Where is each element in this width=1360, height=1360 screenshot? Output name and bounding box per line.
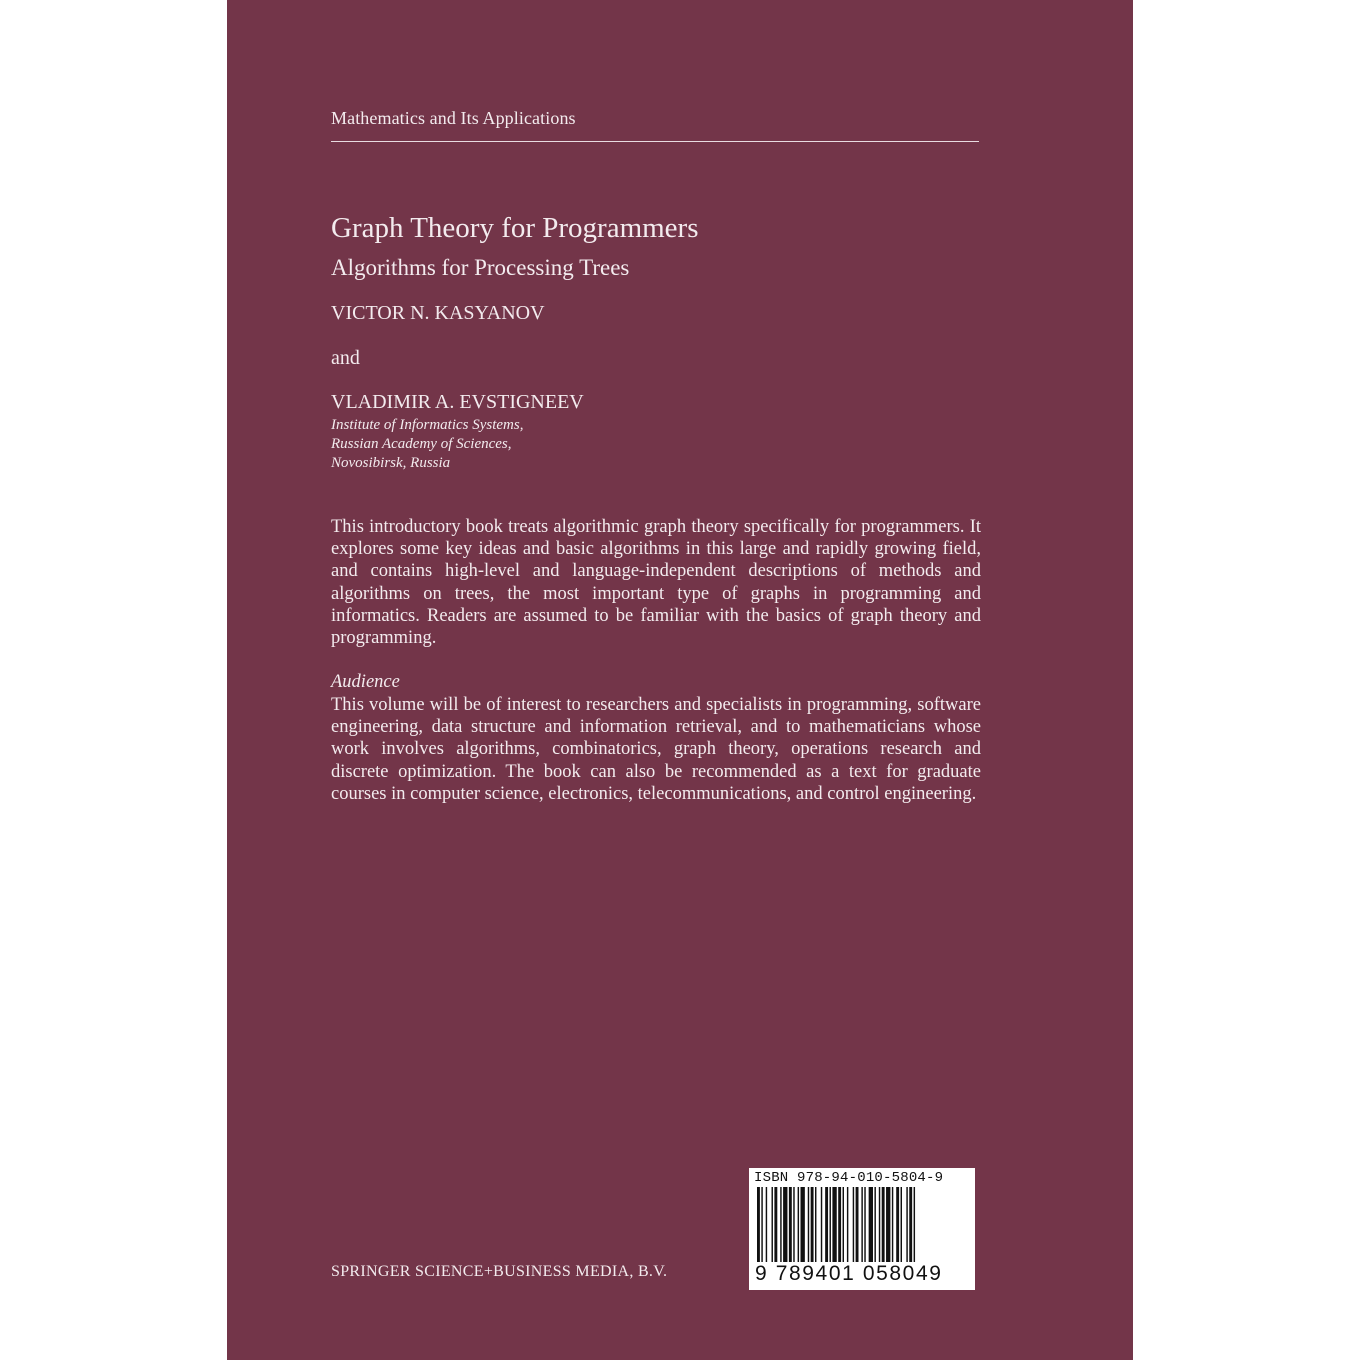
barcode-bar bbox=[901, 1187, 902, 1265]
barcode-bar bbox=[789, 1187, 792, 1265]
barcode-bar bbox=[874, 1187, 875, 1265]
barcode-bar bbox=[879, 1187, 880, 1265]
affiliation-line: Russian Academy of Sciences, bbox=[331, 436, 512, 452]
barcode-bar bbox=[832, 1187, 836, 1265]
barcode-bar bbox=[772, 1187, 773, 1265]
barcode-bar bbox=[843, 1187, 844, 1265]
barcode-bar bbox=[856, 1187, 859, 1265]
barcode-bar bbox=[869, 1187, 873, 1265]
barcode-bar bbox=[801, 1187, 805, 1265]
barcode-bars bbox=[757, 1187, 969, 1265]
barcode-bar bbox=[861, 1187, 862, 1265]
barcode-bar bbox=[761, 1187, 762, 1265]
audience-description: This volume will be of interest to researchers and specialists in programming, software engineering, data structure and information retrieval, and to mathematicians whose work involves algorithms, combinatorics, graph theory, operations research and discrete optimization. The book can also be recommended as a text for graduate courses in computer science, electronics, telecommunications, and control engineering. bbox=[331, 695, 981, 804]
barcode-bar bbox=[914, 1187, 915, 1265]
affiliation-line: Institute of Informatics Systems, bbox=[331, 417, 524, 433]
barcode-bar bbox=[783, 1187, 787, 1265]
barcode-bar bbox=[825, 1187, 828, 1265]
barcode-bar bbox=[909, 1187, 912, 1265]
series-divider bbox=[331, 141, 979, 142]
barcode-bar bbox=[793, 1187, 794, 1265]
barcode-bar bbox=[815, 1187, 816, 1265]
barcode-bar bbox=[847, 1187, 848, 1265]
barcode-bar bbox=[808, 1187, 809, 1265]
ean-number: 9 789401 058049 bbox=[755, 1262, 943, 1285]
isbn-barcode bbox=[749, 1168, 975, 1290]
barcode-bar bbox=[798, 1187, 799, 1265]
barcode-bar bbox=[896, 1187, 899, 1265]
book-title: Graph Theory for Programmers bbox=[331, 212, 699, 244]
barcode-bar bbox=[757, 1187, 760, 1265]
barcode-bar bbox=[774, 1187, 777, 1265]
book-subtitle: Algorithms for Processing Trees bbox=[331, 255, 630, 280]
barcode-bar bbox=[882, 1187, 885, 1265]
barcode-bar bbox=[780, 1187, 781, 1265]
barcode-bar bbox=[811, 1187, 814, 1265]
author-1: VICTOR N. KASYANOV bbox=[331, 302, 545, 324]
barcode-bar bbox=[906, 1187, 907, 1265]
series-name: Mathematics and Its Applications bbox=[331, 108, 576, 128]
book-back-cover bbox=[227, 0, 1133, 1360]
barcode-bar bbox=[830, 1187, 831, 1265]
barcode-bar bbox=[853, 1187, 854, 1265]
barcode-bar bbox=[892, 1187, 893, 1265]
barcode-bar bbox=[838, 1187, 841, 1265]
author-2: VLADIMIR A. EVSTIGNEEV bbox=[331, 391, 584, 413]
barcode-bar bbox=[886, 1187, 890, 1265]
affiliation-line: Novosibirsk, Russia bbox=[331, 455, 451, 471]
barcode-bar bbox=[766, 1187, 767, 1265]
isbn-number: ISBN 978-94-010-5804-9 bbox=[754, 1170, 944, 1186]
author-conjunction: and bbox=[331, 347, 360, 369]
barcode-bar bbox=[864, 1187, 865, 1265]
barcode-bar bbox=[821, 1187, 822, 1265]
publisher-name: SPRINGER SCIENCE+BUSINESS MEDIA, B.V. bbox=[331, 1263, 668, 1280]
book-description: This introductory book treats algorithmic graph theory specifically for programmers. It explores some key ideas and basic algorithms in this large and rapidly growing field, and contains high-level and language-independent descriptions of methods and algorithms on trees, the most important type of graphs in programming and informatics. Readers are assumed to be familiar with the basics of graph theory and programming. bbox=[331, 517, 981, 649]
author-affiliation bbox=[331, 416, 981, 473]
audience-heading: Audience bbox=[331, 672, 400, 692]
